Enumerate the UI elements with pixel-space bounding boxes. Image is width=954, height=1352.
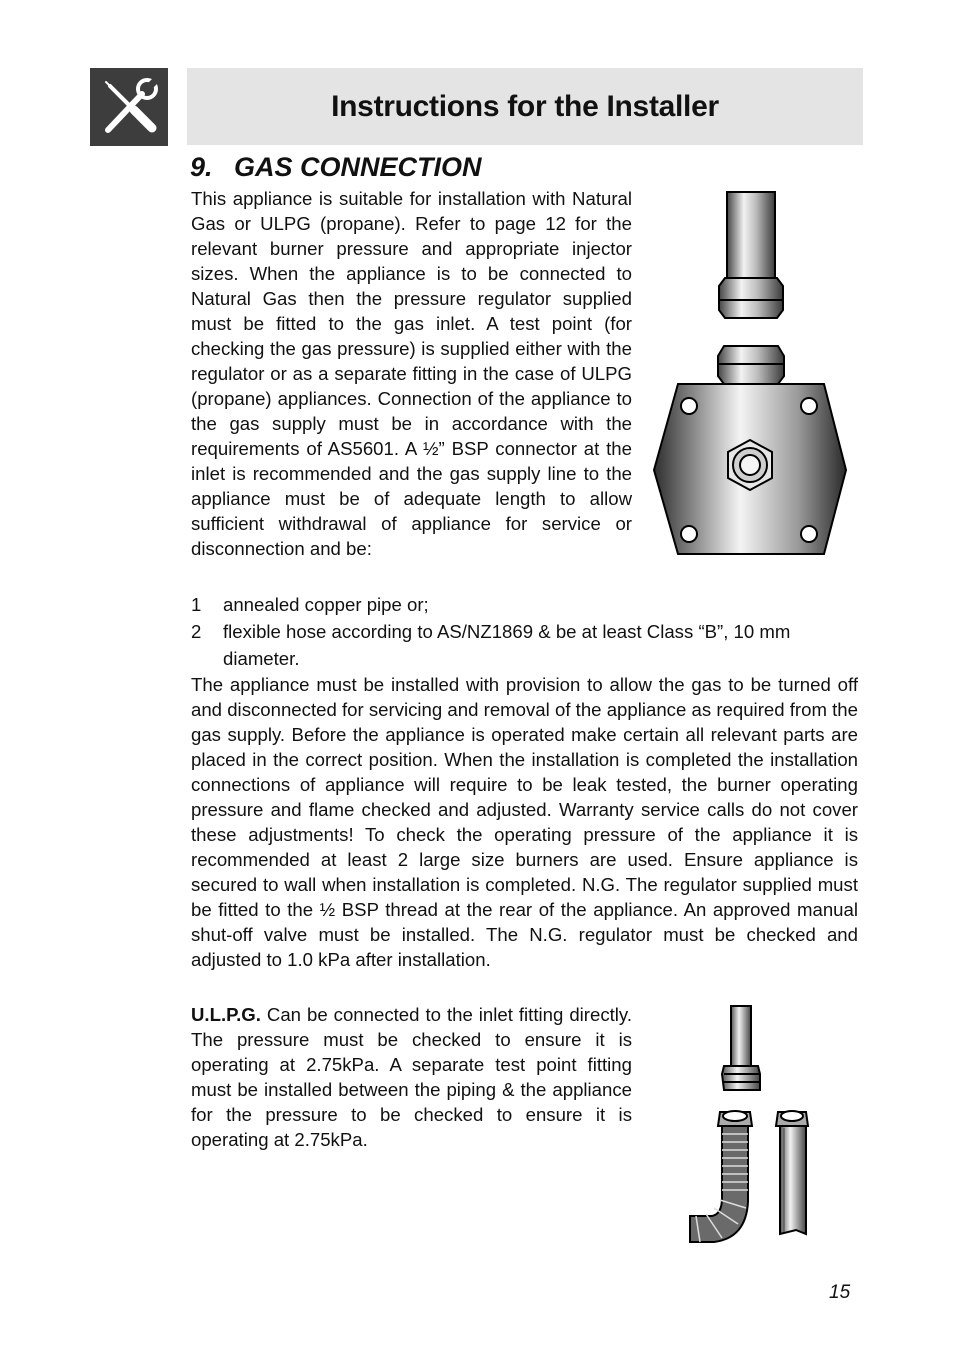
ulpg-text: Can be connected to the inlet fitting directly. The pressure must be checked to ensure it is operating at 2.75kPa. A separate test point fitting must be installed between the piping & the appliance for the pressure to be checked to ensure it is operating at 2.75kPa.	[191, 1004, 632, 1150]
list-item	[191, 591, 858, 618]
list-text: flexible hose according to AS/NZ1869 & be at least Class “B”, 10 mm diameter.	[223, 621, 791, 669]
section-heading	[190, 152, 482, 183]
section-number: 9.	[190, 152, 213, 182]
intro-paragraph: This appliance is suitable for installation with Natural Gas or ULPG (propane). Refer to page 12 for the relevant burner pressure and appropriate injector sizes. When the appliance is to be connected to Natural Gas then the pressure regulator supplied must be fitted to the gas inlet. A test point (for checking the gas pressure) is supplied either with the regulator or as a separate fitting in the case of ULPG (propane) appliances. Connection of the appliance to the gas supply must be in accordance with the requirements of AS5601. A ½” BSP connector at the inlet is recommended and the gas supply line to the appliance must be of adequate length to allow sufficient withdrawal of appliance for service or disconnection and be:	[191, 188, 632, 559]
main-paragraph: The appliance must be installed with provision to allow the gas to be turned off and disconnected for servicing and removal of the appliance as required from the gas supply. Before the appliance is operated make certain all relevant parts are placed in the correct position. When the installation is completed the installation connections of appliance will require to be leak tested, the burner operating pressure and flame checked and adjusted. Warranty service calls do not cover these adjustments! To check the operating pressure of the appliance it is recommended at least 2 large size burners are used. Ensure appliance is secured to wall when installation is completed. N.G. The regulator supplied must be fitted to the ½ BSP thread at the rear of the appliance. An approved manual shut-off valve must be installed. The N.G. regulator must be checked and adjusted to 1.0 kPa after installation.	[191, 674, 858, 970]
gas-regulator-illustration	[648, 188, 852, 560]
list-item	[191, 618, 858, 672]
ulpg-label: U.L.P.G.	[191, 1004, 261, 1025]
list-number: 1	[191, 594, 202, 615]
header-icon-box	[90, 68, 168, 146]
header-bar	[187, 68, 863, 145]
page-number: 15	[829, 1282, 851, 1303]
list-number: 2	[191, 621, 202, 642]
connection-options-list	[191, 591, 858, 672]
ulpg-paragraph	[191, 1002, 632, 1152]
tools-icon	[90, 68, 168, 146]
section-title: GAS CONNECTION	[234, 152, 482, 182]
list-text: annealed copper pipe or;	[223, 594, 429, 615]
gas-hoses-illustration	[684, 1002, 816, 1246]
page-title: Instructions for the Installer	[331, 89, 719, 123]
